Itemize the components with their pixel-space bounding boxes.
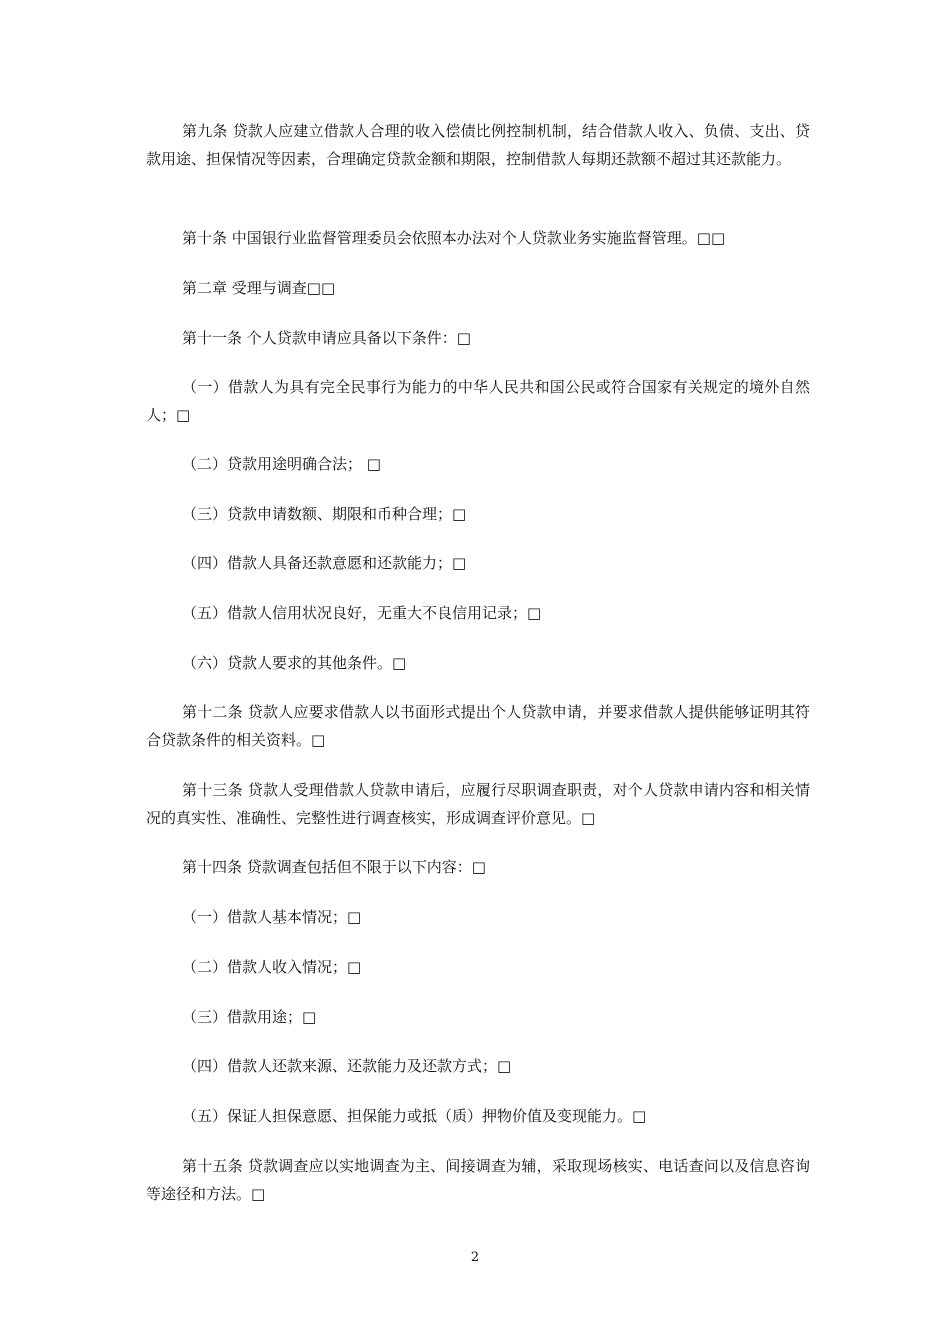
article-11-item-4: （四）借款人具备还款意愿和还款能力；□: [182, 554, 467, 572]
article-11-item-5: （五）借款人信用状况良好，无重大不良信用记录；□: [182, 604, 542, 622]
article-11-item-2: （二）贷款用途明确合法； □: [182, 455, 381, 473]
article-14-item-1: （一）借款人基本情况；□: [182, 908, 362, 926]
article-14: 第十四条 贷款调查包括但不限于以下内容：□: [182, 858, 486, 876]
article-13: 第十三条 贷款人受理借款人贷款申请后，应履行尽职调查职责，对个人贷款申请内容和相关情况的真实性、准确性、完整性进行调查核实，形成调查评价意见。□: [146, 781, 810, 827]
article-12: 第十二条 贷款人应要求借款人以书面形式提出个人贷款申请，并要求借款人提供能够证明其符合贷款条件的相关资料。□: [146, 703, 810, 749]
article-11-item-6: （六）贷款人要求的其他条件。□: [182, 654, 407, 672]
page-number: 2: [470, 1250, 480, 1265]
article-11-item-3: （三）贷款申请数额、期限和币种合理；□: [182, 505, 467, 523]
article-9: 第九条 贷款人应建立借款人合理的收入偿债比例控制机制，结合借款人收入、负债、支出、贷款用途、担保情况等因素，合理确定贷款金额和期限，控制借款人每期还款额不超过其还款能力。: [146, 122, 810, 168]
article-15: 第十五条 贷款调查应以实地调查为主、间接调查为辅，采取现场核实、电话查问以及信息咨询等途径和方法。□: [146, 1157, 810, 1203]
article-14-item-4: （四）借款人还款来源、还款能力及还款方式；□: [182, 1057, 512, 1075]
article-14-item-2: （二）借款人收入情况；□: [182, 958, 362, 976]
article-11: 第十一条 个人贷款申请应具备以下条件：□: [182, 329, 471, 347]
article-14-item-3: （三）借款用途；□: [182, 1008, 317, 1026]
article-10: 第十条 中国银行业监督管理委员会依照本办法对个人贷款业务实施监督管理。□□: [182, 229, 726, 247]
article-11-item-1: （一）借款人为具有完全民事行为能力的中华人民共和国公民或符合国家有关规定的境外自然人；□: [146, 378, 810, 424]
chapter-2-heading: 第二章 受理与调查□□: [182, 279, 336, 297]
article-14-item-5: （五）保证人担保意愿、担保能力或抵（质）押物价值及变现能力。□: [182, 1107, 647, 1125]
